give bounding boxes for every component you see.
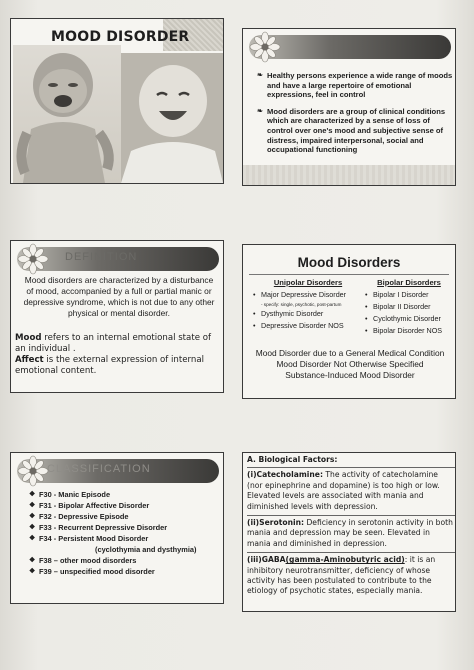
slide-mood-overview [242, 28, 456, 186]
bipolar-column [365, 277, 453, 337]
column-header: Bipolar Disorders [377, 278, 441, 287]
list-item: • Dysthymic Disorder [253, 309, 324, 318]
flower-icon [17, 243, 49, 275]
list-item: ❖ F39 – unspecified mood disorder [29, 567, 155, 576]
list-item: • Cyclothymic Disorder [365, 314, 441, 323]
smiling-baby-photo [121, 53, 223, 183]
biological-factors-text [247, 455, 455, 600]
divider [249, 274, 449, 275]
list-item: • Bipolar I Disorder [365, 290, 429, 299]
other-disorders: Mood Disorder due to a General Medical Condition Mood Disorder Not Otherwise Specified Substance-Induced Mood Disorder [255, 348, 445, 380]
paragraph: (ii)Serotonin: Deficiency in serotonin activity in both mania and depression may be seen. Elevated in mania and diminished in depression. [247, 518, 453, 548]
header-bar [17, 459, 219, 483]
list-item: ❖ F32 - Depressive Episode [29, 512, 129, 521]
paragraph: (iii)GABA(gamma-Aminobutyric acid): it is an inhibitory neurotransmitter, deficiency of whose activity has been postulated to contribute to the etiology of psychotic states, especially mania. [247, 555, 436, 596]
slide-definition [10, 240, 224, 393]
slide-title: Mood Disorders [297, 255, 401, 270]
definition-text: Mood disorders are characterized by a disturbance of mood, accompanied by a full or partial manic or depressive syndrome, which is not due to any other physical or mental disorder. [23, 275, 215, 318]
slide-title: MOOD DISORDER [51, 29, 190, 45]
classification-list [29, 489, 219, 577]
list-item: • Bipolar II Disorder [365, 302, 431, 311]
slide-mood-disorder-title [10, 18, 224, 184]
unipolar-column [253, 277, 363, 332]
header-bar [17, 247, 219, 271]
list-item: ❖ F33 - Recurrent Depressive Disorder [29, 523, 168, 532]
list-item: ❖ F38 – other mood disorders [29, 556, 137, 565]
flower-icon [249, 31, 281, 63]
mood-affect-text: Mood refers to an internal emotional state of an individual . Affect is the external expression of internal emotional content. [15, 333, 211, 376]
slide-biological-factors [242, 452, 456, 612]
section-heading: A. Biological Factors: [247, 455, 338, 464]
header-label: CLASSIFICATION [47, 463, 151, 475]
list-note: - specify: single, psychotic, post-partum [261, 302, 342, 307]
list-item: ❖ F31 - Bipolar Affective Disorder [29, 501, 150, 510]
list-note: (cyclothymia and dysthymia) [95, 545, 197, 554]
slide-classification [10, 452, 224, 604]
list-item: • Major Depressive Disorder [253, 290, 347, 299]
crying-baby-photo [13, 45, 121, 183]
divider [247, 515, 455, 516]
paragraph: (i)Catecholamine: The activity of catecholamine (nor epinephrine and dopamine) is too high or low. Elevated levels are associated with mania and diminished levels with depression. [247, 470, 440, 511]
list-item: ❖ F30 - Manic Episode [29, 490, 111, 499]
decorative-footer [243, 165, 455, 185]
list-item: ❧ Mood disorders are a group of clinical conditions which are characterized by a sense of loss of control over one's mood and subjective sense of distress, impaired interpersonal, social and occupational functioning [257, 106, 446, 155]
divider [247, 552, 455, 553]
slide-mood-disorders-types [242, 244, 456, 399]
list-item: • Bipolar Disorder NOS [365, 326, 443, 335]
list-item: ❖ F34 - Persistent Mood Disorder [29, 534, 149, 543]
column-header: Unipolar Disorders [273, 278, 343, 287]
bullet-list [257, 71, 453, 162]
list-item: ❧ Healthy persons experience a wide range of moods and have a large repertoire of emotional expressions, feel in control [257, 71, 453, 100]
header-label: DEFINITION [65, 251, 138, 263]
flower-icon [17, 455, 49, 487]
divider [247, 467, 455, 468]
list-item: • Depressive Disorder NOS [253, 321, 344, 330]
header-bar [249, 35, 451, 59]
